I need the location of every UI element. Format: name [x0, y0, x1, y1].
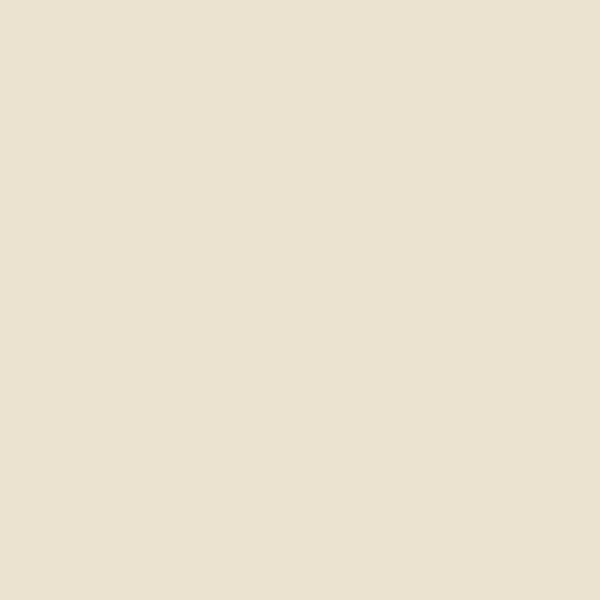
index-column — [143, 55, 459, 71]
